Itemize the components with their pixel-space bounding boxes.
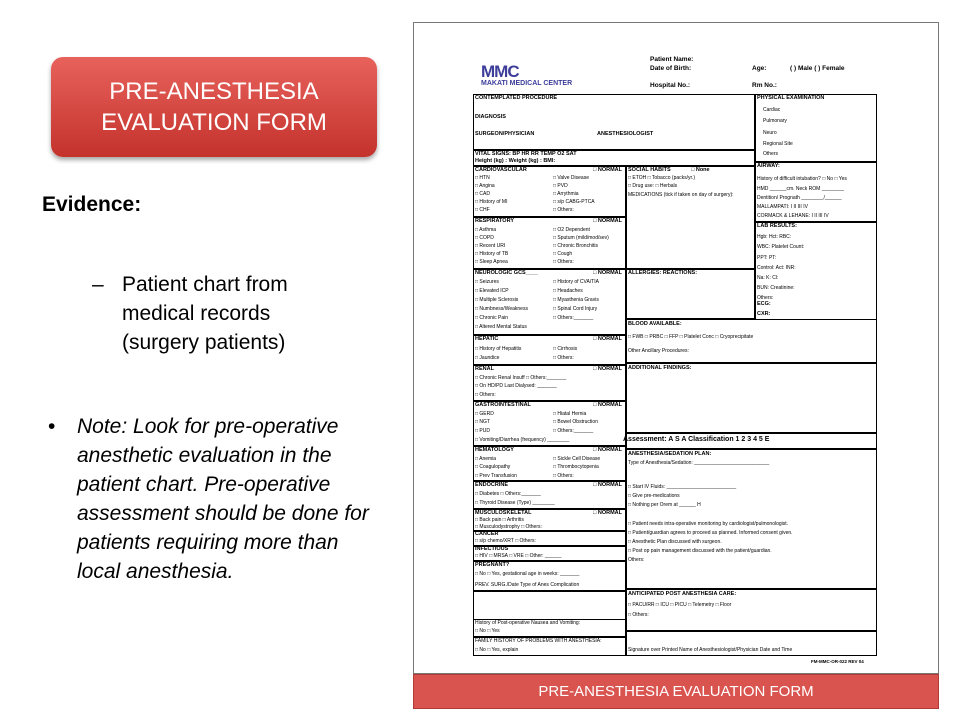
neuro-item: □ Others:_______ (553, 315, 594, 321)
renal-item: □ On HD/PD Last Dialysed: _______ (475, 383, 557, 389)
plan-item: □ Anesthetic Plan discussed with surgeon. (628, 539, 722, 545)
allergies-label: ALLERGIES: REACTIONS: (628, 270, 698, 276)
lab-item: PPT: PT: (757, 255, 777, 261)
evidence-heading: Evidence: (42, 193, 142, 216)
contemplated-label: CONTEMPLATED PROCEDURE (475, 95, 558, 101)
plan-box (626, 449, 877, 589)
lab-item: BUN: Creatinine: (757, 285, 795, 291)
resp-item: □ Sputum (mild/mod/sev) (553, 235, 609, 241)
family-options: □ No □ Yes, explain (475, 647, 519, 653)
prev-surg-label: PREV. SURG./Date Type of Anes Complication (475, 582, 580, 588)
plan-item: □ Patient needs intra-operative monitoring by cardiologist/pulmonologist. (628, 521, 789, 527)
additional-label: ADDITIONAL FINDINGS: (628, 365, 692, 371)
heme-item: □ Prev Transfusion (475, 473, 517, 479)
social-item: □ ETOH □ Tobacco (packs/yr.) (628, 175, 695, 181)
lab-item: Others: (757, 295, 774, 301)
note-text: Note: Look for pre-operative anesthetic evaluation in the patient chart. Pre-operative assessment should be done for patients requiring more than local anesthesia. (77, 415, 369, 583)
pregnant-item: □ No □ Yes, gestational age in weeks: _______ (475, 571, 580, 577)
resp-item: □ COPD (475, 235, 494, 241)
plan-item: Type of Anesthesia/Sedation: ___________________________ (628, 460, 770, 466)
social-none: □ None (691, 167, 710, 173)
gi-normal: □ NORMAL (593, 402, 622, 408)
renal-normal: □ NORMAL (593, 366, 622, 372)
cxr-label: CXR: (757, 311, 771, 317)
pe-item: Pulmonary (763, 118, 787, 124)
hepatic-normal: □ NORMAL (593, 336, 622, 342)
family-label: FAMILY HISTORY OF PROBLEMS WITH ANESTHESIA: (475, 638, 602, 644)
cancer-label: CANCER (475, 531, 499, 537)
musculo-normal: □ NORMAL (593, 510, 622, 516)
cardio-item: □ Others: (553, 207, 574, 213)
resp-normal: □ NORMAL (593, 218, 622, 224)
gi-item: □ NGT (475, 419, 490, 425)
note-bullet (48, 412, 378, 586)
airway-item: MALLAMPATI: I II III IV (757, 204, 808, 210)
neuro-item: □ Multiple Sclerosis (475, 297, 519, 303)
procedure-box (473, 94, 755, 150)
resp-item: □ Others: (553, 259, 574, 265)
physical-exam-label: PHYSICAL EXAMINATION (757, 95, 825, 101)
heme-item: □ Sickle Cell Disease (553, 456, 601, 462)
resp-label: RESPIRATORY (475, 218, 515, 224)
anesthesiologist-label: ANESTHESIOLOGIST (597, 131, 654, 137)
heme-item: □ Anemia (475, 456, 497, 462)
lab-item: Na: K: Cl: (757, 275, 779, 281)
cancer-item: □ s/p chemo/XRT □ Others: (475, 538, 536, 544)
bullet-marker: • (48, 415, 56, 438)
resp-item: □ O2 Dependent (553, 227, 590, 233)
heme-normal: □ NORMAL (593, 447, 622, 453)
slide-title-line2: EVALUATION FORM (101, 109, 327, 136)
cardio-item: □ CAD (475, 191, 490, 197)
airway-item: History of difficult intubation? □ No □ Yes (757, 176, 847, 182)
resp-item: □ Recent URI (475, 243, 506, 249)
surgeon-label: SURGEON/PHYSICIAN (475, 131, 535, 137)
patient-name-label: Patient Name: (650, 56, 694, 63)
hepatic-item: □ Jaundice (475, 355, 500, 361)
resp-item: □ Sleep Apnea (475, 259, 508, 265)
resp-item: □ Cough (553, 251, 573, 257)
neuro-item: □ Chronic Pain (475, 315, 509, 321)
endo-item: □ Thyroid Disease (Type) ________ (475, 500, 555, 506)
neuro-item: □ History of CVA/TIA (553, 279, 599, 285)
neuro-item: □ Elevated ICP (475, 288, 509, 294)
endo-label: ENDOCRINE (475, 482, 509, 488)
airway-label: AIRWAY: (757, 163, 780, 169)
form-code: FM-MMC-OR-022 REV 04 (811, 659, 864, 664)
sex-options: ( ) Male ( ) Female (790, 65, 845, 72)
age-label: Age: (752, 65, 767, 72)
hospital-no-label: Hospital No.: (650, 82, 691, 89)
room-no-label: Rm No.: (752, 82, 777, 89)
endo-normal: □ NORMAL (593, 482, 622, 488)
plan-label: ANESTHESIA/SEDATION PLAN: (628, 451, 712, 457)
ancillary-label: Other Ancillary Procedures: (628, 348, 689, 354)
mmc-logo: MMC (481, 62, 519, 81)
cardio-item: □ HTN (475, 175, 490, 181)
neuro-item: □ Seizures (475, 279, 499, 285)
vitals-label: VITAL SIGNS: BP HR RR TEMP O2 SAT (475, 151, 577, 157)
plan-item: □ Post op pain management discussed with the patient/guardian. (628, 548, 772, 554)
musculo-label: MUSCULOSKELETAL (475, 510, 532, 516)
lab-item: Control: Act: INR: (757, 265, 796, 271)
plan-item: □ Nothing per Orem at ______ H (628, 502, 701, 508)
dash-marker: – (92, 273, 104, 296)
ecg-label: ECG: (757, 301, 771, 307)
signature-label: Signature over Printed Name of Anesthesiologist/Physician Date and Time (628, 647, 793, 653)
neuro-item: □ Headaches (553, 288, 583, 294)
musculo-item: □ Musculodystrophy □ Others: (475, 524, 542, 530)
cardio-item: □ Angina (475, 183, 495, 189)
infectious-label: INFECTIOUS (475, 546, 509, 552)
social-item: □ Drug use: □ Herbals (628, 183, 678, 189)
airway-item: HMD ______cm. Neck ROM ________ (757, 186, 844, 192)
renal-item: □ Chronic Renal Insuff □ Others:_______ (475, 375, 567, 381)
lab-item: Hgb: Hct: RBC: (757, 234, 792, 240)
cardio-item: □ s/p CABG-PTCA (553, 199, 595, 205)
anticipated-label: ANTICIPATED POST ANESTHESIA CARE: (628, 591, 737, 597)
anticipated-item: □ Others: (628, 612, 649, 618)
airway-item: Dentition/ Prognath ________/______ (757, 195, 842, 201)
diagnosis-label: DIAGNOSIS (475, 114, 506, 120)
pe-item: Regional Site (763, 141, 793, 147)
lab-item: WBC: Platelet Count: (757, 244, 805, 250)
hepatic-label: HEPATIC (475, 336, 499, 342)
resp-item: □ Chronic Bronchitis (553, 243, 598, 249)
hepatic-item: □ History of Hepatitis (475, 346, 522, 352)
cardio-item: □ Arrythmia (553, 191, 579, 197)
ponv-label: History of Post-operative Nausea and Vomiting: (475, 620, 581, 626)
resp-item: □ History of TB (475, 251, 509, 257)
gi-item: □ Vomiting/Diarrhea (frequency) ________ (475, 437, 570, 443)
plan-item: Others: (628, 557, 645, 563)
height-label: Height (kg) : Weight (kg) : BMI: (475, 158, 556, 164)
heme-item: □ Coagulopathy (475, 464, 511, 470)
hepatic-item: □ Cirrhosis (553, 346, 578, 352)
plan-item: □ Give pre-medications (628, 493, 680, 499)
social-label: SOCIAL HABITS (628, 167, 671, 173)
gi-label: GASTROINTESTINAL (475, 402, 531, 408)
infectious-item: □ HIV □ MRSA □ VRE □ Other: ______ (475, 553, 562, 559)
gi-item: □ Others:_______ (553, 428, 594, 434)
gi-item: □ Bowel Obstruction (553, 419, 598, 425)
neuro-item: □ Spinal Cord Injury (553, 306, 598, 312)
heme-item: □ Others: (553, 473, 574, 479)
pe-item: Cardiac (763, 107, 781, 113)
renal-item: □ Others: (475, 392, 496, 398)
heme-item: □ Thrombocytopenia (553, 464, 599, 470)
heme-label: HEMATOLOGY (475, 447, 514, 453)
cardio-item: □ PVD (553, 183, 568, 189)
social-item: MEDICATIONS (tick if taken on day of surgery): (628, 192, 734, 198)
dob-label: Date of Birth: (650, 65, 692, 72)
cardio-item: □ History of MI (475, 199, 508, 205)
neuro-item: □ Myasthenia Gravis (553, 297, 599, 303)
mmc-logo-subtitle: MAKATI MEDICAL CENTER (481, 80, 573, 87)
lab-label: LAB RESULTS: (757, 223, 797, 229)
slide-title (51, 57, 377, 157)
musculo-item: □ Back pain □ Arthritis (475, 517, 524, 523)
pe-item: Others (763, 151, 779, 157)
gi-item: □ GERD (475, 411, 494, 417)
airway-item: CORMACK & LEHANE: I II III IV (757, 213, 829, 219)
pregnant-label: PREGNANT? (475, 562, 510, 568)
endo-item: □ Diabetes □ Others:_______ (475, 491, 541, 497)
image-caption: PRE-ANESTHESIA EVALUATION FORM (413, 674, 939, 709)
neuro-label: NEUROLOGIC GCS____ (475, 270, 538, 276)
pe-item: Neuro (763, 130, 777, 136)
hepatic-item: □ Others: (553, 355, 574, 361)
anticipated-item: □ PACU/RR □ ICU □ PICU □ Telemetry □ Floor (628, 602, 732, 608)
gi-item: □ PUD (475, 428, 490, 434)
slide-title-line1: PRE-ANESTHESIA (109, 78, 319, 105)
neuro-item: □ Numbness/Weakness (475, 306, 528, 312)
blood-items: □ FWB □ PRBC □ FFP □ Platelet Conc □ Cryoprecipitate (628, 334, 754, 340)
resp-item: □ Asthma (475, 227, 497, 233)
ponv-options: □ No □ Yes (475, 628, 500, 634)
neuro-item: □ Altered Mental Status (475, 324, 527, 330)
assessment-label: Assessment: A S A Classification 1 2 3 4 5 E (623, 436, 770, 443)
dash-list-item (92, 270, 342, 357)
form-grid (473, 94, 877, 672)
plan-item: □ Patient/guardian agrees to proceed as planned. Informed consent given. (628, 530, 793, 536)
cardio-normal: □ NORMAL (593, 167, 622, 173)
dash-item-text: Patient chart from medical records (surgery patients) (122, 273, 288, 354)
gi-item: □ Hiatal Hernia (553, 411, 587, 417)
cardio-label: CARDIOVASCULAR (475, 167, 527, 173)
cardio-item: □ Valve Disease (553, 175, 589, 181)
plan-item: □ Start IV Fluids: _________________________ (628, 484, 737, 490)
neuro-normal: □ NORMAL (593, 270, 622, 276)
renal-label: RENAL (475, 366, 494, 372)
additional-box (626, 363, 877, 433)
blood-label: BLOOD AVAILABLE: (628, 321, 682, 327)
cardio-item: □ CHF (475, 207, 490, 213)
